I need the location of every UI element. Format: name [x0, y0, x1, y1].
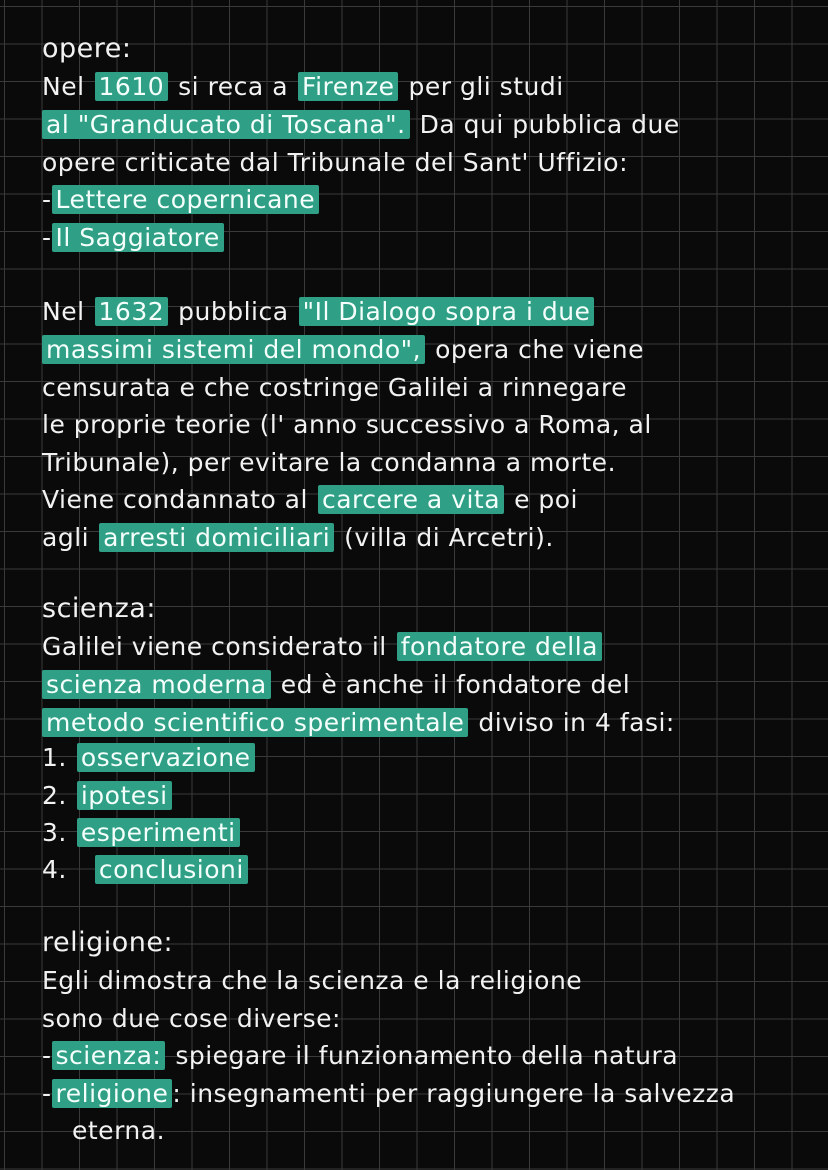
list-item: 1. osservazione [42, 741, 255, 775]
note-line: Egli dimostra che la scienza e la religione [42, 966, 583, 995]
highlight-fondatore: fondatore della [397, 632, 602, 661]
highlight-carcere-a-vita: carcere a vita [318, 485, 504, 514]
list-item: - Lettere copernicane [42, 183, 319, 217]
heading-scienza: scienza: [42, 593, 156, 624]
highlight-lettere-copernicane: Lettere copernicane [52, 185, 320, 214]
note-line: eterna. [72, 1116, 166, 1145]
note-line: censurata e che costringe Galilei a rinnegare [42, 373, 628, 402]
list-item: - scienza: spiegare il funzionamento della natura [42, 1041, 679, 1070]
note-line: sono due cose diverse: [42, 1004, 341, 1033]
note-line: metodo scientifico sperimentale diviso in 4 fasi: [42, 706, 675, 740]
note-line: scienza moderna ed è anche il fondatore del [42, 668, 630, 702]
note-line: Tribunale), per evitare la condanna a morte. [42, 448, 617, 477]
heading-religione: religione: [42, 927, 174, 958]
note-line: opere criticate dal Tribunale del Sant' Uffizio: [42, 148, 628, 177]
note-line: Viene condannato al carcere a vita e poi [42, 485, 579, 514]
highlight-dialogo: "Il Dialogo sopra i due [299, 297, 595, 326]
note-line: Nel 1610 si reca a Firenze per gli studi [42, 72, 564, 101]
highlight-massimi-sistemi: massimi sistemi del mondo", [42, 335, 425, 364]
highlight-granducato: al "Granducato di Toscana". [42, 110, 410, 139]
highlight-conclusioni: conclusioni [95, 855, 248, 884]
highlight-scienza-moderna: scienza moderna [42, 670, 271, 699]
highlight-osservazione: osservazione [77, 743, 255, 772]
note-line: le proprie teorie (l' anno successivo a Roma, al [42, 410, 652, 439]
highlight-ipotesi: ipotesi [77, 781, 172, 810]
highlight-saggiatore: Il Saggiatore [52, 223, 224, 252]
note-line: agli arresti domiciliari (villa di Arcetri). [42, 523, 554, 552]
note-line: massimi sistemi del mondo", opera che viene [42, 333, 644, 367]
highlight-arresti-domiciliari: arresti domiciliari [99, 523, 334, 552]
list-item: 2. ipotesi [42, 779, 172, 813]
list-item: - religione : insegnamenti per raggiungere la salvezza [42, 1079, 736, 1108]
highlight-esperimenti: esperimenti [77, 818, 240, 847]
highlight-religione: religione [52, 1079, 173, 1108]
highlight-scienza: scienza: [52, 1041, 166, 1070]
list-item: 3. esperimenti [42, 816, 240, 850]
note-line: Galilei viene considerato il fondatore della [42, 630, 602, 664]
highlight-year-1610: 1610 [95, 72, 169, 101]
list-item: - Il Saggiatore [42, 221, 224, 255]
highlight-metodo-scientifico: metodo scientifico sperimentale [42, 708, 468, 737]
list-item: 4. conclusioni [42, 853, 248, 887]
heading-opere: opere: [42, 33, 132, 64]
note-line: al "Granducato di Toscana". Da qui pubblica due [42, 108, 680, 142]
highlight-firenze: Firenze [298, 72, 398, 101]
note-line: Nel 1632 pubblica "Il Dialogo sopra i due [42, 295, 594, 329]
highlight-year-1632: 1632 [95, 297, 169, 326]
